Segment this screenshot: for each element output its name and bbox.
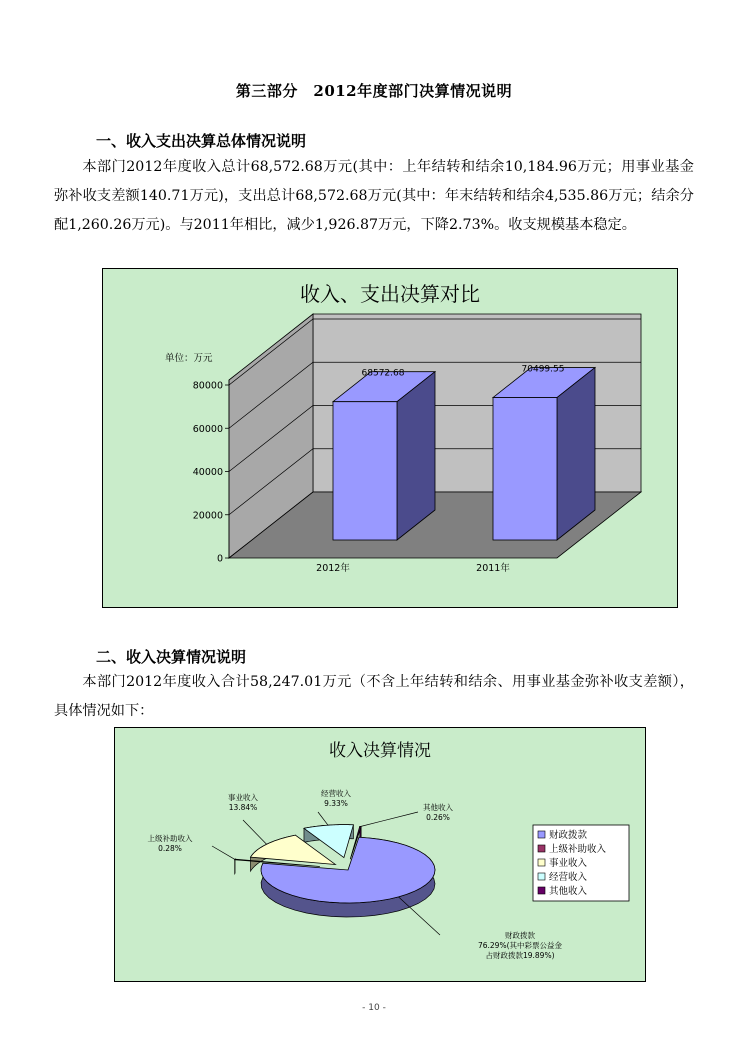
pie-slice-label: 占财政拨款19.89%): [485, 951, 555, 960]
bar-category-label: 2011年: [476, 563, 510, 574]
bar-chart-title: 收入、支出决算对比: [300, 282, 480, 306]
pie-slice-label: 76.29%(其中彩票公益金: [477, 941, 563, 950]
bar-category-label: 2012年: [316, 563, 350, 574]
bar-chart-tick-label: 80000: [192, 380, 223, 392]
page-title: 第三部分 2012年度部门决算情况说明: [235, 82, 513, 100]
income-paragraph: 本部门2012年度收入合计58,247.01万元（不含上年结转和结余、用事业基金弥补收支差额），具体情况如下：: [54, 674, 694, 719]
pie-legend-swatch: [538, 873, 545, 880]
bar: [333, 402, 397, 540]
bar-side-face: [557, 368, 595, 540]
pie-slice-label: 经营收入: [321, 789, 351, 798]
pie-leader-line: [212, 846, 235, 859]
bar-chart-tick-label: 60000: [192, 423, 223, 435]
bar-data-label: 70499.55: [521, 364, 565, 375]
pie-leader-line: [360, 812, 418, 827]
pie-slice-label: 0.26%: [426, 813, 450, 822]
pie-slice-label: 财政拨款: [505, 931, 535, 940]
bar-chart-panel: [102, 268, 678, 608]
bar-chart: [103, 269, 677, 607]
bar-chart-tick-label: 20000: [192, 510, 223, 522]
pie-legend-label: 其他收入: [549, 886, 588, 897]
pie-leader-line: [243, 820, 267, 844]
pie-slice-label: 事业收入: [228, 793, 258, 802]
overview-paragraph: 本部门2012年度收入总计68,572.68万元(其中：上年结转和结余10,184.96万元；用事业基金弥补收支差额140.71万元)，支出总计68,572.68万元(其中：年末结转和结余4,535.86万元；结余分配1,260.26万元)。与2011年相比，减少1,926.87万元，下降2.73%。收支规模基本稳定。: [54, 159, 694, 233]
bar-side-face: [397, 372, 435, 540]
pie-slice-label: 9.33%: [324, 799, 348, 808]
pie-slice-label: 13.84%: [228, 803, 258, 812]
pie-leader-line: [318, 812, 328, 825]
pie-legend-label: 上级补助收入: [549, 844, 607, 855]
pie-legend-swatch: [538, 859, 545, 866]
pie-chart: [115, 728, 645, 981]
bar-chart-tick-label: 40000: [192, 467, 223, 478]
bar-data-label: 68572.68: [361, 368, 405, 379]
section-heading-income: 二、收入决算情况说明: [96, 648, 247, 666]
pie-chart-title: 收入决算情况: [329, 741, 431, 761]
bar-chart-unit-label: 单位：万元: [165, 353, 213, 364]
pie-legend-label: 经营收入: [549, 872, 588, 883]
bar: [493, 398, 557, 540]
pie-slice-label: 0.28%: [158, 844, 182, 853]
pie-legend-swatch: [538, 845, 545, 852]
bar-chart-tick-label: 0: [216, 553, 223, 565]
pie-slice-label: 其他收入: [423, 803, 453, 812]
pie-legend-swatch: [538, 887, 545, 894]
pie-legend-label: 财政拨款: [549, 830, 588, 841]
pie-chart-panel: [114, 727, 646, 982]
section-heading-overview: 一、收入支出决算总体情况说明: [96, 132, 307, 150]
pie-legend-label: 事业收入: [549, 858, 588, 869]
pie-slice-label: 上级补助收入: [147, 834, 193, 843]
page-number: - 10 -: [362, 1003, 386, 1013]
pie-legend-swatch: [538, 831, 545, 838]
